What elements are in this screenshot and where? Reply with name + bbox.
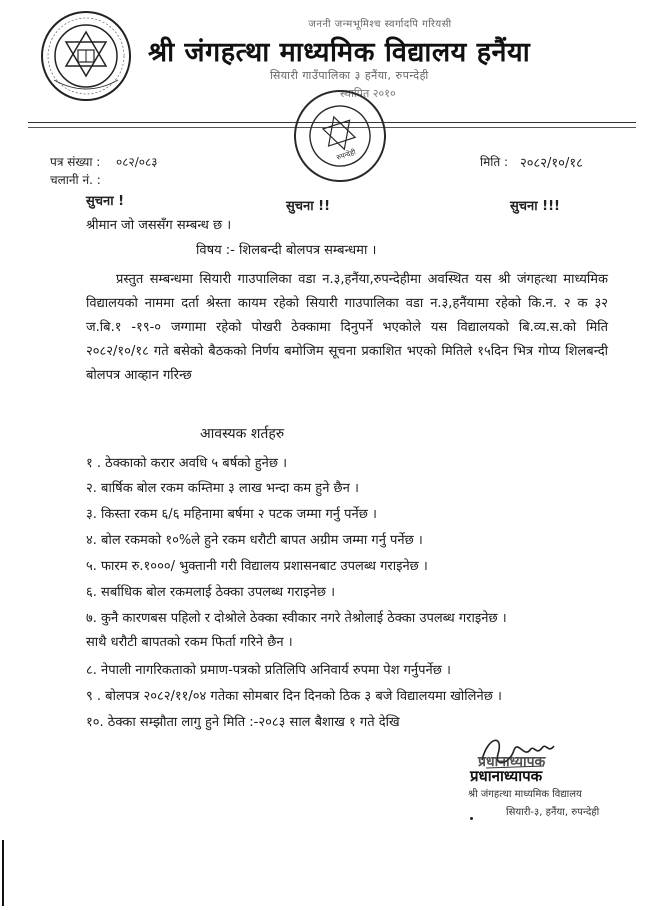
- condition-item: ७. कुनै कारणबस पहिलो र दोश्रोले ठेक्का स्वीकार नगरे तेश्रोलाई ठेक्का उपलब्ध गराइनेछ ।: [86, 611, 507, 626]
- principal-title-stamp: प्रधानाध्यापक: [478, 754, 546, 770]
- condition-item: ६. सर्बाधिक बोल रकमलाई ठेक्का उपलब्ध गराइनेछ ।: [86, 585, 336, 600]
- subject-line: विषय :- शिलबन्दी बोलपत्र सम्बन्धमा ।: [196, 243, 377, 258]
- body-paragraph-text: प्रस्तुत सम्बन्धमा सियारी गाउपालिका वडा न.३,हनैंया,रुपन्देहीमा अवस्थित यस श्री जंगहत्था माध्यमिक विद्यालयको नाममा दर्ता श्रेस्ता कायम रहेको सियारी गाउपालिका वडा न.३,हनैंयामा रहेको कि.न. २ क ३२ ज.बि.१ -१९-० जग्गामा रहेको पोखरी ठेक्कामा दिनुपर्ने भएकोले यस विद्यालयको बि.व्य.स.को मिति २०८२/१०/१८ गते बसेको बैठकको निर्णय बमोजिम सूचना प्रकाशित भएको मितिले १५दिन भित्र गोप्य शिलबन्दी बोलपत्र आव्हान गरिन्छ: [86, 272, 608, 383]
- signature-stamp-school: श्री जंगहत्था माध्यमिक विद्यालय: [468, 789, 582, 800]
- ink-dot: [470, 817, 473, 820]
- body-paragraph: [86, 268, 608, 388]
- condition-item: ८. नेपाली नागरिकताको प्रमाण-पत्रको प्रतिलिपि अनिवार्य रुपमा पेश गर्नुपर्नेछ ।: [86, 663, 451, 678]
- tagline: जननी जन्मभूमिश्च स्वर्गादपि गरियसी: [308, 19, 452, 30]
- condition-item-continuation: साथै धरौटी बापतको रकम फिर्ता गरिने छैन ।: [86, 635, 293, 650]
- established-year: स्थापित २०१०: [340, 87, 396, 100]
- notice-word-2: सुचना !!: [286, 199, 331, 214]
- salutation: श्रीमान जो जससँग सम्बन्ध छ ।: [86, 218, 232, 233]
- school-address: सियारी गाउँपालिका ३ हनैंया, रुपन्देही: [270, 69, 429, 82]
- dispatch-number-label: चलानी नं. :: [50, 173, 101, 187]
- condition-item: ५. फारम रु.१०००/ भुक्तानी गरी विद्यालय प्रशासनबाट उपलब्ध गराइनेछ ।: [86, 559, 428, 574]
- date-label: मिति :: [480, 155, 509, 169]
- condition-item: ४. बोल रकमको १०%ले हुने रकम धरौटी बापत अग्रीम जम्मा गर्नु पर्नेछ ।: [86, 533, 423, 548]
- scan-edge-line: [2, 840, 4, 906]
- principal-title: प्रधानाध्यापक: [470, 767, 543, 785]
- school-emblem-icon: [40, 10, 132, 102]
- school-name-heading: श्री जंगहत्था माध्यमिक विद्यालय हनैंया: [148, 37, 531, 68]
- notice-word-1: सुचना !: [86, 194, 125, 209]
- letter-number-label: पत्र संख्या :: [50, 155, 101, 169]
- signature-stamp-address: सियारी-३, हनैंया, रुपन्देही: [506, 807, 600, 818]
- letter-number-value: ०८२/०८३: [116, 155, 158, 169]
- condition-item: ९ . बोलपत्र २०८२/११/०४ गतेका सोमबार दिन दिनको ठिक ३ बजे विद्यालयमा खोलिनेछ ।: [86, 689, 502, 704]
- condition-item: ३. किस्ता रकम ६/६ महिनामा बर्षमा २ पटक जम्मा गर्नु पर्नेछ ।: [86, 507, 377, 522]
- notice-word-3: सुचना !!!: [510, 199, 560, 214]
- date-value: २०८२/१०/१८: [520, 156, 583, 171]
- condition-item: १०. ठेक्का सम्झौता लागु हुने मिति :-२०८३ साल बैशाख १ गते देखि: [86, 715, 400, 730]
- signature-block: [470, 728, 620, 818]
- stamp-inner-text: रुपन्देही: [335, 148, 357, 162]
- condition-item: १ . ठेक्काको करार अवधि ५ बर्षको हुनेछ ।: [86, 456, 288, 471]
- condition-item: २. बार्षिक बोल रकम कम्तिमा ३ लाख भन्दा कम हुने छैन ।: [86, 481, 359, 496]
- conditions-heading: आवस्यक शर्तहरु: [200, 426, 285, 442]
